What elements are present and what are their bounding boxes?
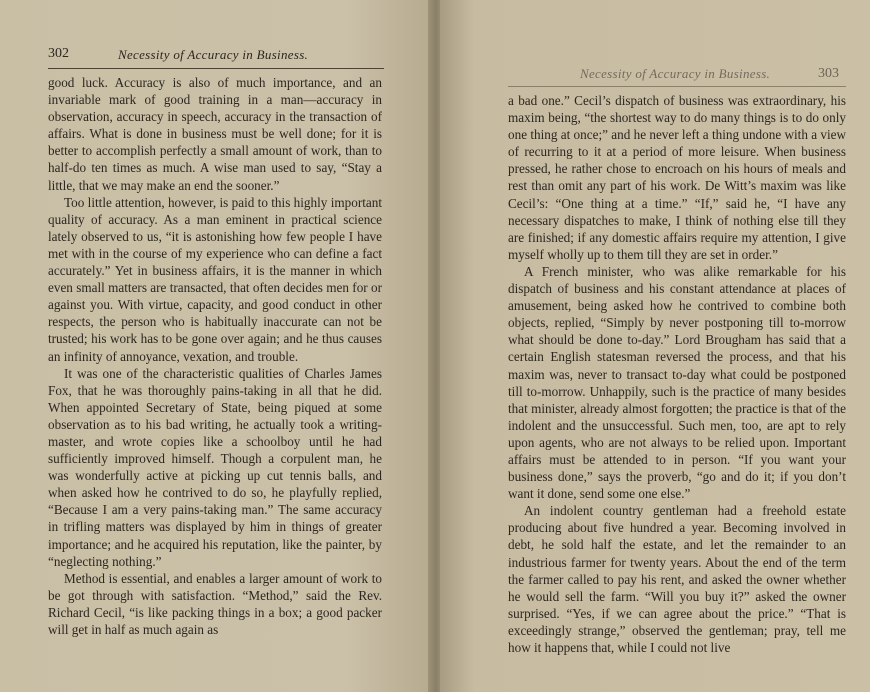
paragraph: An indolent country gentleman had a freehold estate producing about five hundred a year. Becoming involved in debt, he sold half the estate, and let the remainder to an industrious farmer for twenty years. About the end of the term the farmer called to pay his rent, and asked the owner whether he would sell the farm. “Will you buy it?” asked the owner surprised. “Yes, if we can agree about the price.” “That is exceedingly strange,” observed the gentleman; pray, tell me how it happens that, while I could not live — [508, 503, 846, 655]
page-number: 302 — [48, 46, 69, 61]
paragraph: a bad one.” Cecil’s dispatch of business was extraordinary, his maxim being, “the shortest way to do many things is to do only one thing at once;” and he never left a thing undone with a view of recurring to it at a period of more leisure. When business pressed, he rather chose to encroach on his hours of meals and rest than omit any part of his work. De Witt’s maxim was like Cecil’s: “One thing at a time.” “If,” said he, “I have any necessary dispatches to make, I think of nothing else till they are finished; if any domestic affairs require my attention, I give myself wholly up to them till they are set in order.” — [508, 93, 847, 262]
running-head: Necessity of Accuracy in Business. — [118, 47, 309, 62]
left-page — [0, 0, 432, 692]
paragraph: A French minister, who was alike remarkable for his dispatch of business and his constant attendance at places of amusement, being asked how he contrived to combine both objects, replied, “Simply by never postponing till to-morrow what should be done to-day.” Lord Brougham has said that a certain English statesman reversed the process, and that his maxim was, never to transact to-day what could be postponed till to-morrow. Unhappily, such is the practice of many besides that minister, already almost forgotten; the practice is that of the indolent and the unsuccessful. Such men, too, are apt to rely upon agents, who are not always to be relied upon. Important affairs must be attended to in person. “If you want your business done,” says the proverb, “go and do it; if you don’t want it done, send some one else.” — [508, 263, 846, 502]
paragraph: It was one of the characteristic qualities of Charles James Fox, that he was thoroughly pains-taking in all that he did. When appointed Secretary of State, being piqued at some observation as to his bad writing, he actually took a writing-master, and wrote copies like a schoolboy until he had sufficiently improved himself. Though a corpulent man, he was wonderfully active at picking up cut tennis balls, and when asked how he contrived to do so, he playfully replied, “Because I am a very pains-taking man.” The same accuracy in trifling matters was displayed by him in things of greater importance; and he acquired his reputation, like the painter, by “neglecting nothing.” — [48, 365, 382, 569]
right-page — [440, 0, 870, 692]
page-body — [508, 92, 846, 656]
page-number: 303 — [818, 66, 839, 81]
paragraph: Too little attention, however, is paid to this highly important quality of accuracy. As a man eminent in practical science lately observed to us, “it is astonishing how few people I have met with in the course of my experience who can define a fact accurately.” Yet in business affairs, it is the manner in which even small matters are transacted, that often decides men for or against you. With virtue, capacity, and good conduct in other respects, the person who is habitually inaccurate can not be trusted; his work has to be gone over again; and he thus causes an infinity of annoyance, vexation, and trouble. — [48, 194, 382, 364]
page-body — [48, 74, 382, 638]
header-rule — [48, 68, 384, 69]
paragraph: Method is essential, and enables a larger amount of work to be got through with satisfaction. “Method,” said the Rev. Richard Cecil, “is like packing things in a box; a good packer will get in half as much again as — [48, 570, 382, 637]
paragraph: good luck. Accuracy is also of much importance, and an invariable mark of good training in a man—accuracy in observation, accuracy in speech, accuracy in the transaction of affairs. What is done in business must be well done; for it is better to accomplish perfectly a small amount of work, than to half-do ten times as much. A wise man used to say, “Stay a little, that we may make an end the sooner.” — [48, 75, 382, 193]
running-head: Necessity of Accuracy in Business. — [580, 66, 771, 81]
header-rule — [508, 86, 846, 87]
